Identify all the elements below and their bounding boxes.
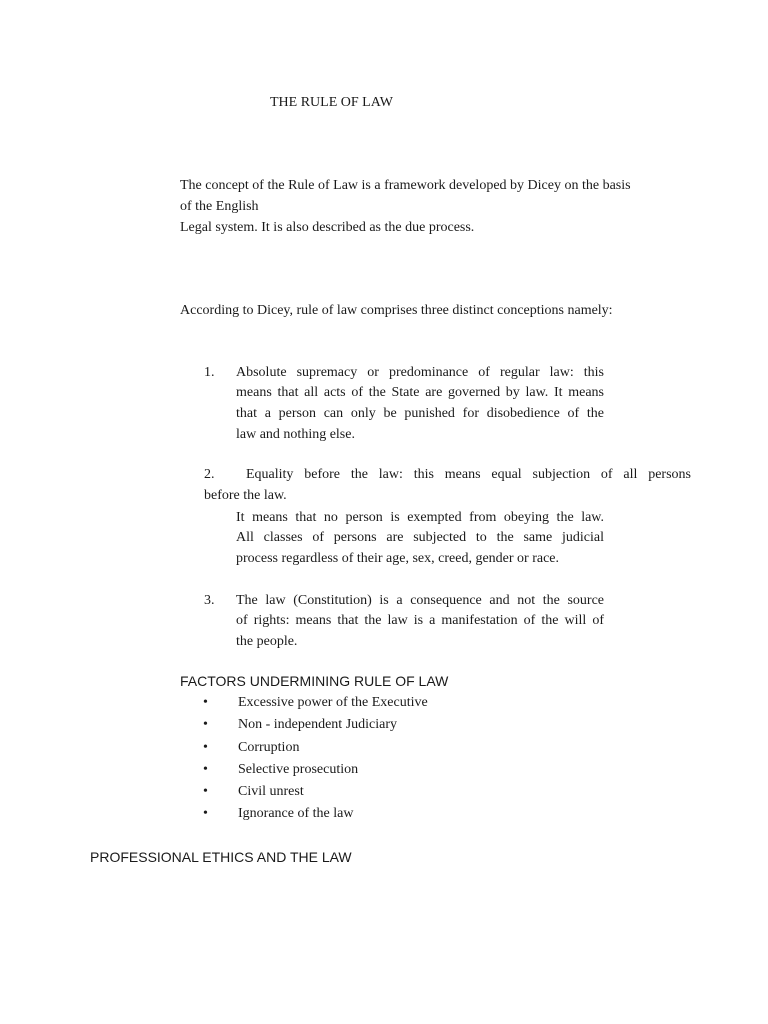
list-item-line: Equality before the law: this means equal subjection of all persons	[246, 467, 691, 482]
list-item-line: law and nothing else.	[236, 427, 355, 442]
bullet-text: Selective prosecution	[238, 762, 359, 777]
list-item-line: before the law.	[204, 488, 287, 503]
bullet-icon: •	[203, 717, 208, 732]
intro-paragraph-line: The concept of the Rule of Law is a framework developed by Dicey on the basis	[180, 178, 631, 193]
bullet-icon: •	[203, 762, 208, 777]
intro-paragraph-line: Legal system. It is also described as the due process.	[180, 220, 475, 235]
list-item-line: It means that no person is exempted from obeying the law.	[236, 510, 604, 525]
bullet-icon: •	[203, 784, 208, 799]
list-item-line: The law (Constitution) is a consequence and not the source	[236, 593, 604, 608]
ethics-heading: PROFESSIONAL ETHICS AND THE LAW	[90, 849, 352, 865]
list-item-line: process regardless of their age, sex, creed, gender or race.	[236, 551, 560, 566]
page-title: THE RULE OF LAW	[270, 95, 393, 110]
bullet-icon: •	[203, 740, 208, 755]
list-item-line: means that all acts of the State are governed by law. It means	[236, 385, 604, 400]
list-number: 1.	[204, 365, 215, 380]
list-item-line: the people.	[236, 634, 298, 649]
bullet-text: Civil unrest	[238, 784, 304, 799]
bullet-text: Excessive power of the Executive	[238, 695, 428, 710]
dicey-lead-sentence: According to Dicey, rule of law comprises three distinct conceptions namely:	[180, 303, 613, 318]
list-item-line: of rights: means that the law is a manifestation of the will of	[236, 613, 604, 628]
list-number: 2.	[204, 467, 215, 482]
bullet-text: Corruption	[238, 740, 300, 755]
list-item-line: that a person can only be punished for disobedience of the	[236, 406, 604, 421]
list-item-line: All classes of persons are subjected to the same judicial	[236, 530, 604, 545]
bullet-icon: •	[203, 695, 208, 710]
intro-paragraph-line: of the English	[180, 199, 259, 214]
factors-heading: FACTORS UNDERMINING RULE OF LAW	[180, 673, 449, 689]
list-number: 3.	[204, 593, 215, 608]
bullet-text: Ignorance of the law	[238, 806, 354, 821]
bullet-text: Non - independent Judiciary	[238, 717, 398, 732]
bullet-icon: •	[203, 806, 208, 821]
list-item-line: Absolute supremacy or predominance of regular law: this	[236, 365, 604, 380]
